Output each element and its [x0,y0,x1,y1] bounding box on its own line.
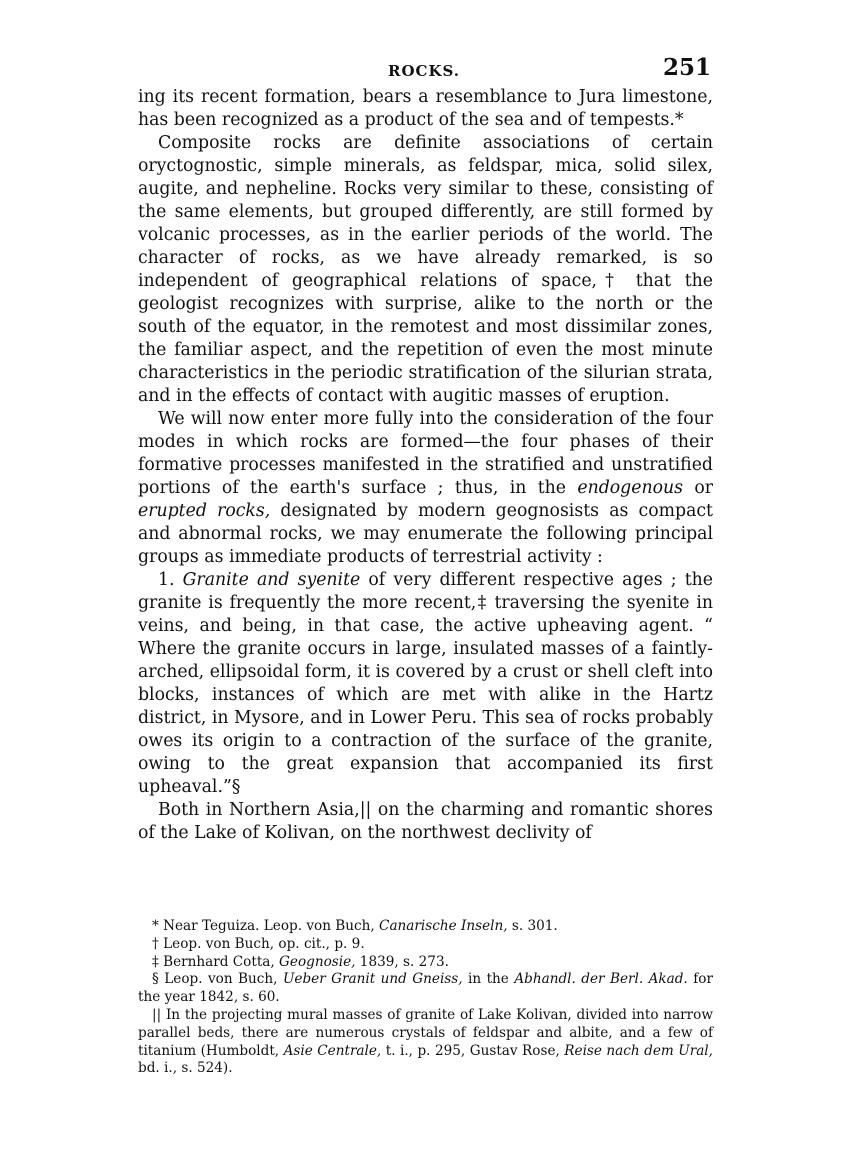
text-run: bd. i., s. 524). [138,1060,233,1077]
text-run: for the year 1842, s. 60. [138,971,713,1006]
paragraph-northern-asia: Both in Northern Asia,|| on the charming and romantic shores of the Lake of Kolivan, on the northwest declivity of [138,800,713,843]
text-run: * Near Teguiza. Leop. von Buch, [152,918,380,934]
text-run: § Leop. von Buch, [152,971,283,988]
text-run: or [683,478,713,498]
text-run: 1839, s. 273. [355,953,449,970]
footnote [138,971,713,1007]
running-title: ROCKS. [388,62,461,80]
paragraph-continuation: ing its recent formation, bears a resemblance to Jura limestone, has been recognized as a product of the sea and of tempests.* [138,87,713,130]
footnotes [138,918,713,1078]
text-run: of very different respective ages ; the granite is frequently the more recent,‡ traversing the syenite in veins, and being, in that case, the active upheaving agent. “ Where the granite occurs in large, insulated masses of a faintly-arched, ellipsoidal form, it is covered by a crust or shell cleft into blocks, instances of which are met with alike in the Hartz district, in Mysore, and in Lower Peru. This sea of rocks probably owes its origin to a contraction of the surface of the granite, owing to the great expansion that accompanied its first upheaval.”§ [138,570,713,797]
page-number: 251 [662,54,711,81]
italic-title: Geognosie, [279,953,356,970]
text-run: We will now enter more fully into the consideration of the four modes in which rocks are formed—the four phases of their formative processes manifested in the stratified and unstratified portions of the earth's surface ; thus, in the [138,409,713,498]
italic-title: Canarische Inseln, [379,918,508,934]
text-run: t. i., p. 295, Gustav Rose, [381,1042,565,1059]
italic-term: erupted rocks, [138,501,271,521]
paragraph-four-modes [138,408,713,569]
italic-title: Ueber Granit und Gneiss, [282,971,463,988]
text-run: 1. [158,570,183,590]
italic-term: endogenous [577,478,683,498]
text-run: designated by modern geognosists as compact and abnormal rocks, we may enumerate the following principal groups as immediate products of terrestrial activity : [138,501,713,567]
text-run: in the [462,971,515,988]
italic-title: Abhandl. der Berl. Akad. [514,971,688,988]
footnote [138,954,713,972]
text-run: ‡ Bernhard Cotta, [152,953,280,970]
footnote [138,1007,713,1078]
page-header [138,52,713,86]
footnote [138,918,713,936]
footnote [138,936,713,954]
book-page [138,52,713,845]
text-run: || In the projecting mural masses of granite of Lake Kolivan, divided into narrow parallel beds, there are numerous crystals of feldspar and albite, and a few of titanium (Humboldt, [138,1006,713,1059]
text-run: s. 301. [507,918,558,934]
italic-term: Granite and syenite [182,570,361,590]
body-text [138,86,713,845]
paragraph-granite-syenite [138,569,713,799]
text-run: † Leop. von Buch, op. cit., p. 9. [152,935,365,952]
italic-title: Asie Centrale, [283,1042,382,1059]
paragraph-composite-rocks: Composite rocks are definite associations of certain oryctognostic, simple minerals, as feldspar, mica, solid silex, augite, and nepheline. Rocks very similar to these, consisting of the same elements, but grouped differently, are still formed by volcanic processes, as in the earlier periods of the world. The character of rocks, as we have already remarked, is so independent of geographical relations of space,† that the geologist recognizes with surprise, alike to the north or the south of the equator, in the remotest and most dissimilar zones, the familiar aspect, and the repetition of even the most minute characteristics in the periodic stratification of the silurian strata, and in the effects of contact with augitic masses of eruption. [138,133,713,406]
italic-title: Reise nach dem Ural, [564,1042,713,1059]
